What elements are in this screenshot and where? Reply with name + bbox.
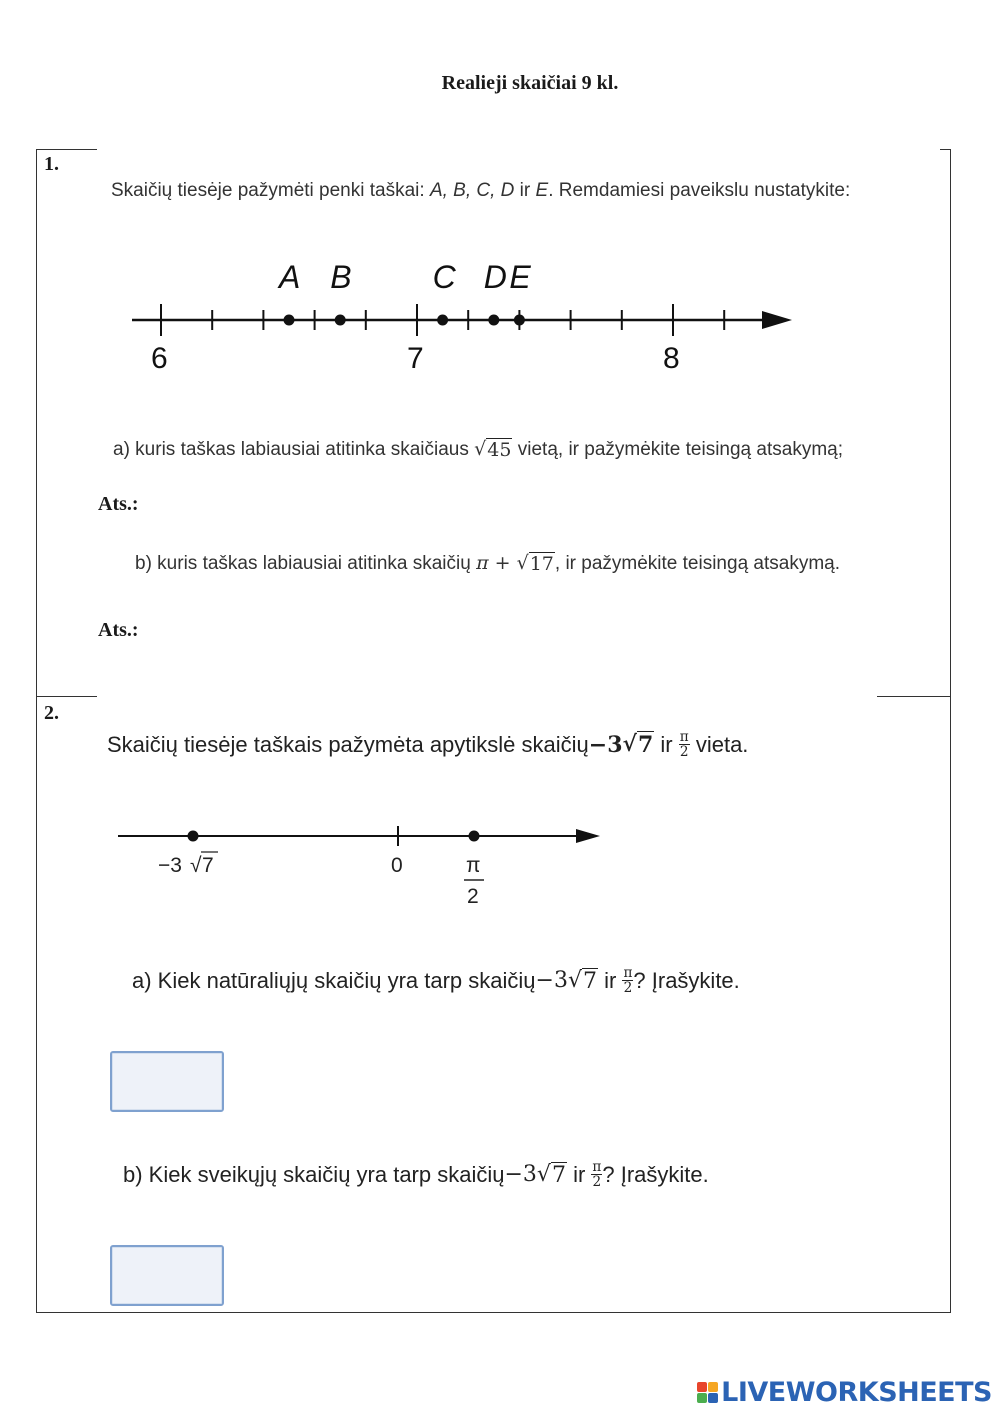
liveworksheets-logo (697, 1377, 992, 1408)
q2a-radicand: 7 (582, 968, 597, 994)
logo-text: LIVEWORKSHEETS (721, 1377, 992, 1408)
q2-intro-ir: ir (654, 731, 679, 757)
q2-intro-radicand: 7 (637, 732, 654, 759)
q2-intro-two: 2 (679, 744, 689, 761)
pi-over-2 (679, 730, 690, 760)
q2b-pi: π (592, 1159, 602, 1175)
q2-intro-suffix: vieta. (689, 731, 749, 757)
frame-top-right (940, 149, 951, 150)
point-label-a: A (279, 259, 301, 295)
q2b-prefix: b) Kiek sveikųjų skaičių yra tarp skaičių (123, 1161, 505, 1187)
point-a (284, 315, 295, 326)
q1a-answer-label: Ats.: (98, 493, 139, 515)
q1b-radicand: 17 (529, 553, 554, 575)
sqrt-45: √ 45 (474, 438, 512, 461)
q2a-two: 2 (623, 980, 633, 997)
sqrt-7: √ 7 (622, 731, 654, 759)
question-2a (132, 966, 740, 996)
q1-intro-points: A, B, C, D (429, 180, 515, 201)
question-1a (113, 438, 843, 461)
tick-label: 6 (151, 342, 168, 375)
point-label-b: B (330, 259, 352, 295)
q1b-prefix: b) kuris taškas labiausiai atitinka skaičių (135, 553, 477, 574)
q2b-radicand: 7 (551, 1162, 566, 1188)
point-label-c: C (432, 259, 456, 295)
q2b-pi-over-2 (591, 1160, 602, 1190)
frame-mid-left (36, 696, 97, 697)
q2a-ir: ir (597, 967, 623, 993)
q1-intro-ir: ir (514, 180, 536, 201)
q2-intro-pi: π (679, 729, 689, 745)
q2b-ir: ir (566, 1161, 592, 1187)
q2b-minus-three: −3 (504, 1162, 537, 1188)
question-1-intro (111, 180, 850, 202)
point-label-d: D (483, 259, 507, 295)
q2a-suffix: ? Įrašykite. (633, 967, 740, 993)
q2a-answer-input[interactable] (110, 1051, 224, 1112)
tick-label: 7 (407, 342, 424, 375)
q1a-radicand: 45 (487, 439, 512, 461)
question-2-intro (107, 730, 748, 760)
q1b-suffix: , ir pažymėkite teisingą atsakymą. (554, 553, 841, 574)
frame-mid-right (877, 696, 951, 697)
q2a-pi-over-2 (622, 966, 633, 996)
q2b-answer-input[interactable] (110, 1245, 224, 1306)
page-title: Realieji skaičiai 9 kl. (441, 72, 619, 94)
question-1-number: 1. (44, 153, 59, 175)
point-c (437, 315, 448, 326)
question-2-number: 2. (44, 702, 59, 724)
label-two: 2 (467, 885, 479, 908)
question-1b (135, 552, 840, 575)
point-pi-over-2 (469, 831, 480, 842)
frame-bottom (36, 1312, 951, 1313)
label-zero: 0 (391, 854, 403, 877)
q1a-prefix: a) kuris taškas labiausiai atitinka skaičiaus (113, 439, 475, 460)
label-pi: π (466, 854, 481, 877)
frame-top-left (36, 149, 97, 150)
q2a-sqrt-7: √ 7 (567, 967, 597, 994)
logo-icon (697, 1382, 718, 1403)
q1-intro-e: E (535, 180, 549, 201)
point-e (514, 315, 525, 326)
label-sqrt-sign: √ (190, 854, 202, 877)
point-minus-3sqrt7 (188, 831, 199, 842)
q2b-sqrt-7: √ 7 (536, 1161, 566, 1188)
q2b-two: 2 (592, 1174, 602, 1191)
point-d (488, 315, 499, 326)
sqrt-17: √ 17 (516, 552, 554, 575)
label-minus-three: −3 (158, 854, 182, 877)
q2-intro-prefix: Skaičių tiesėje taškais pažymėta apytikslė skaičių (107, 731, 589, 757)
q1b-pi: π + (476, 552, 517, 574)
q1b-answer-label: Ats.: (98, 619, 139, 641)
q1-intro-text: Skaičių tiesėje pažymėti penki taškai: (111, 180, 430, 201)
tick-label: 8 (663, 342, 680, 375)
q1-intro-end: . Remdamiesi paveikslu nustatykite: (548, 180, 851, 201)
q2-intro-minus-three: −3 (588, 731, 623, 758)
q2a-minus-three: −3 (535, 968, 568, 994)
q2b-suffix: ? Įrašykite. (602, 1161, 709, 1187)
q1-number-line (0, 240, 1000, 380)
q2a-prefix: a) Kiek natūraliųjų skaičių yra tarp skaičių (132, 967, 536, 993)
q1a-suffix: vietą, ir pažymėkite teisingą atsakymą; (512, 439, 843, 460)
question-2b (123, 1160, 709, 1190)
point-label-e: E (509, 259, 531, 295)
point-b (335, 315, 346, 326)
label-radicand: 7 (202, 854, 214, 877)
q2-number-line (0, 810, 1000, 910)
q2a-pi: π (623, 965, 633, 981)
